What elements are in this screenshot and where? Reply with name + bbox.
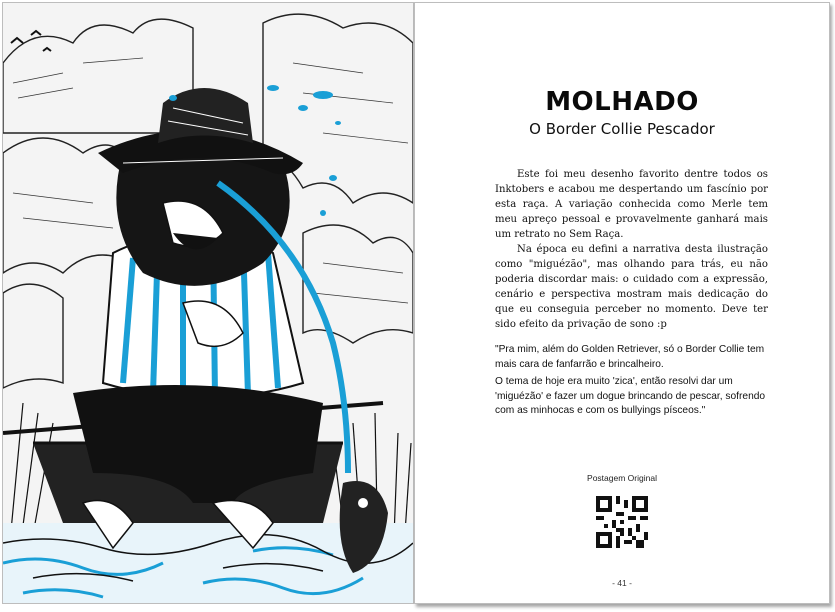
- quote-paragraph: O tema de hoje era muito 'zica', então resolvi dar um 'miguézão' e fazer um dogue brincando de pescar, sofrendo com as minhocas e com os bullyings písceos.": [495, 376, 766, 416]
- body-paragraph: Este foi meu desenho favorito dentre todos os Inktobers e acabou me despertando um fascínio por esta raça. A variação conhecida como Merle tem meu apreço pessoal e provavelmente ganhará mais um retrato no Sem Raça.: [495, 169, 768, 240]
- fisherman-dog-illustration: [3, 3, 413, 603]
- page-subtitle: O Border Collie Pescador: [529, 120, 715, 138]
- page-title: MOLHADO: [545, 87, 699, 117]
- qr-code-icon[interactable]: [596, 496, 648, 548]
- body-paragraph: Na época eu defini a narrativa desta ilustração como "miguézão", mas olhando para trás, eu não poderia discordar mais: o cuidado com a expressão, cenário e perspectiva mostram mais dedicação do que eu conseguia perceber no momento. Deve ter sido efeito da privação de sono :p: [495, 244, 768, 330]
- qr-label: Postagem Original: [587, 473, 657, 483]
- illustration-page: [2, 2, 414, 604]
- text-page: [414, 2, 830, 604]
- quote-paragraph: "Pra mim, além do Golden Retriever, só o Border Collie tem mais cara de fanfarrão e brincalheiro.: [495, 344, 765, 370]
- body-text: [495, 167, 768, 332]
- page-number: - 41 -: [612, 578, 632, 588]
